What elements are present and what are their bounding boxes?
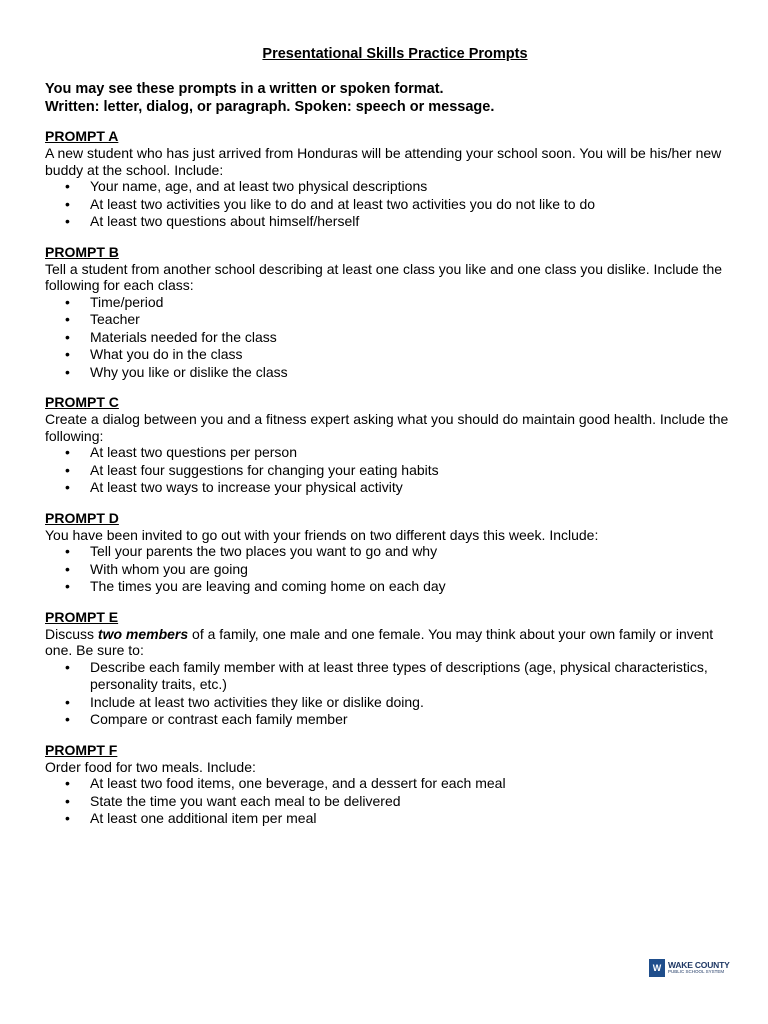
intro	[45, 80, 735, 116]
list-item: • Describe each family member with at least three types of descriptions (age, physical characteristics, personality traits, etc.)	[65, 658, 708, 692]
bullet-icon: •	[65, 578, 70, 594]
list-item: • State the time you want each meal to be delivered	[65, 792, 401, 809]
bullet-icon: •	[65, 711, 70, 727]
prompt-heading: PROMPT B	[45, 243, 119, 260]
bullet-icon: •	[65, 328, 70, 345]
bullet-icon: •	[65, 479, 70, 495]
list-item: • Materials needed for the class	[65, 328, 277, 345]
prompt-b	[45, 244, 735, 382]
wake-county-logo	[649, 959, 730, 977]
prompt-f	[45, 742, 735, 828]
bullet-icon: •	[65, 346, 70, 362]
list-item: • Teacher	[65, 311, 140, 327]
bullet-icon: •	[65, 792, 70, 809]
prompt-c	[45, 394, 735, 497]
bullet-icon: •	[65, 293, 70, 310]
list-item: • Include at least two activities they like or dislike doing.	[65, 693, 424, 710]
bullet-icon: •	[65, 444, 70, 460]
list-item: • At least four suggestions for changing your eating habits	[65, 461, 439, 478]
prompt-heading: PROMPT A	[45, 128, 119, 144]
prompt-a	[45, 128, 735, 231]
list-item: • The times you are leaving and coming home on each day	[65, 578, 446, 594]
bullet-icon: •	[65, 543, 70, 559]
list-item: • At least two questions per person	[65, 444, 298, 460]
prompt-text: Order food for two meals. Include:	[45, 758, 256, 775]
prompt-heading: PROMPT C	[45, 394, 119, 410]
bullet-icon: •	[65, 810, 70, 826]
list-item: • Why you like or dislike the class	[65, 363, 288, 380]
prompt-e	[45, 609, 735, 729]
logo-mark-icon: W	[649, 959, 665, 977]
prompt-heading: PROMPT D	[45, 509, 119, 526]
bullet-icon: •	[65, 213, 70, 229]
prompt-text: You have been invited to go out with your friends on two different days this week. Include:	[45, 526, 599, 543]
bullet-list	[45, 543, 735, 596]
list-item: • At least two questions about himself/herself	[65, 213, 360, 229]
prompt-text: Discuss two members of a family, one male and one female. You may think about your own family or invent one. Be sure to:	[45, 625, 714, 658]
prompt-text: Tell a student from another school describing at least one class you like and one class you dislike. Include the following for each class:	[45, 260, 723, 293]
intro-line-2: Written: letter, dialog, or paragraph. Spoken: speech or message.	[45, 99, 495, 115]
bullet-list	[45, 444, 735, 497]
bullet-icon: •	[65, 461, 70, 478]
list-item: • At least one additional item per meal	[65, 810, 317, 826]
intro-line-1: You may see these prompts in a written or spoken format.	[45, 81, 444, 97]
logo-text	[668, 961, 730, 975]
list-item: • Tell your parents the two places you want to go and why	[65, 543, 438, 559]
bullet-icon: •	[65, 311, 70, 327]
page-title: Presentational Skills Practice Prompts	[262, 46, 528, 62]
bullet-icon: •	[65, 178, 70, 194]
bullet-icon: •	[65, 363, 70, 380]
prompt-text: Create a dialog between you and a fitness expert asking what you should do maintain good health. Include the following:	[45, 411, 729, 444]
prompt-heading: PROMPT E	[45, 608, 119, 625]
bullet-icon: •	[65, 658, 70, 675]
bullet-icon: •	[65, 693, 70, 710]
bullet-list	[45, 659, 735, 729]
list-item: • Time/period	[65, 293, 164, 310]
prompt-heading: PROMPT F	[45, 741, 118, 758]
list-item: • What you do in the class	[65, 346, 243, 362]
bullet-icon: •	[65, 560, 70, 577]
bullet-list	[45, 178, 735, 231]
logo-line-1: WAKE COUNTY	[668, 960, 730, 970]
list-item: • At least two activities you like to do and at least two activities you do not like to do	[65, 195, 596, 212]
prompt-d	[45, 510, 735, 596]
list-item: • With whom you are going	[65, 560, 248, 577]
list-item: • Your name, age, and at least two physical descriptions	[65, 178, 428, 194]
bullet-icon: •	[65, 775, 70, 791]
list-item: • Compare or contrast each family member	[65, 711, 348, 727]
emphasis: two members	[97, 625, 189, 642]
logo-line-2: PUBLIC SCHOOL SYSTEM	[668, 969, 725, 974]
list-item: • At least two ways to increase your physical activity	[65, 479, 403, 495]
list-item: • At least two food items, one beverage, and a dessert for each meal	[65, 775, 506, 791]
prompt-text: A new student who has just arrived from Honduras will be attending your school soon. You will be his/her new buddy at the school. Include:	[45, 145, 722, 178]
document-page	[45, 46, 735, 841]
bullet-list	[45, 775, 735, 828]
bullet-list	[45, 294, 735, 382]
bullet-icon: •	[65, 195, 70, 212]
